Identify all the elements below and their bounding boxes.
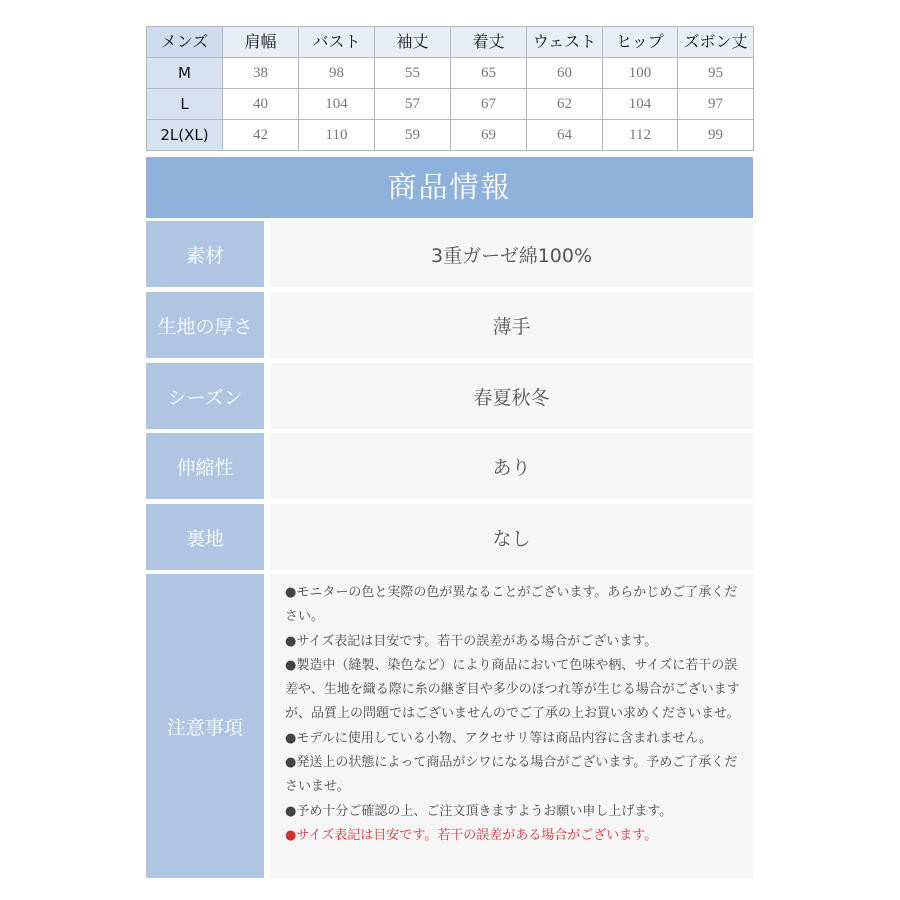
- size-table-header-row: [147, 27, 754, 58]
- table-cell: 59: [375, 120, 451, 151]
- notes-label: 注意事項: [146, 574, 264, 878]
- header-cell-shoulder: 肩幅: [223, 27, 299, 58]
- header-cell-hip: ヒップ: [603, 27, 678, 58]
- table-cell: 104: [603, 89, 678, 120]
- header-cell-menz: メンズ: [147, 27, 223, 58]
- header-cell-waist: ウェスト: [527, 27, 603, 58]
- table-cell: 98: [299, 58, 375, 89]
- header-cell-pants-length: ズボン丈: [678, 27, 754, 58]
- info-value: 3重ガーゼ綿100%: [270, 221, 753, 287]
- table-cell: 38: [223, 58, 299, 89]
- note-highlight: ●サイズ表記は目安です。若干の誤差がある場合がございます。: [285, 827, 658, 843]
- note-line: ●製造中（縫製、染色など）により商品において色味や柄、サイズに若干の誤差や、生地を織る際に糸の継ぎ目や多少のほつれ等が生じる場合がございますが、品質上の問題ではございませんのでご了承の上お買い求めくださいませ。: [285, 657, 740, 722]
- notes-content: [270, 574, 753, 878]
- note-line: ●サイズ表記は目安です。若干の誤差がある場合がございます。: [285, 633, 658, 649]
- info-value: 薄手: [270, 292, 753, 358]
- size-label: L: [147, 89, 223, 120]
- info-row-lining: [146, 504, 753, 570]
- info-label: 生地の厚さ: [146, 292, 264, 358]
- size-label: 2L(XL): [147, 120, 223, 151]
- info-label: 裏地: [146, 504, 264, 570]
- table-cell: 60: [527, 58, 603, 89]
- info-label: シーズン: [146, 363, 264, 429]
- product-info-banner: 商品情報: [146, 157, 753, 218]
- info-label: 素材: [146, 221, 264, 287]
- info-value: なし: [270, 504, 753, 570]
- info-row-season: [146, 363, 753, 429]
- table-cell: 42: [223, 120, 299, 151]
- table-cell: 112: [603, 120, 678, 151]
- note-line: ●予め十分ご確認の上、ご注文頂きますようお願い申し上げます。: [285, 803, 673, 819]
- table-cell: 110: [299, 120, 375, 151]
- info-row-notes: [146, 574, 753, 878]
- info-row-material: [146, 221, 753, 287]
- table-cell: 100: [603, 58, 678, 89]
- table-cell: 95: [678, 58, 754, 89]
- table-cell: 65: [451, 58, 527, 89]
- note-line: ●発送上の状態によって商品がシワになる場合がございます。予めご了承くださいませ。: [285, 755, 738, 795]
- info-row-thickness: [146, 292, 753, 358]
- table-cell: 40: [223, 89, 299, 120]
- header-cell-sleeve: 袖丈: [375, 27, 451, 58]
- info-row-stretch: [146, 433, 753, 499]
- info-value: あり: [270, 433, 753, 499]
- size-table: [146, 26, 754, 151]
- table-row: [147, 89, 754, 120]
- table-cell: 69: [451, 120, 527, 151]
- table-cell: 99: [678, 120, 754, 151]
- table-row: [147, 120, 754, 151]
- table-cell: 97: [678, 89, 754, 120]
- size-label: M: [147, 58, 223, 89]
- table-cell: 67: [451, 89, 527, 120]
- info-label: 伸縮性: [146, 433, 264, 499]
- note-line: ●モデルに使用している小物、アクセサリ等は商品内容に含まれません。: [285, 730, 713, 746]
- note-line: ●モニターの色と実際の色が異なることがございます。あらかじめご了承ください。: [285, 585, 738, 625]
- table-cell: 57: [375, 89, 451, 120]
- header-cell-bust: バスト: [299, 27, 375, 58]
- info-value: 春夏秋冬: [270, 363, 753, 429]
- table-cell: 62: [527, 89, 603, 120]
- header-cell-length: 着丈: [451, 27, 527, 58]
- table-row: [147, 58, 754, 89]
- table-cell: 55: [375, 58, 451, 89]
- table-cell: 104: [299, 89, 375, 120]
- table-cell: 64: [527, 120, 603, 151]
